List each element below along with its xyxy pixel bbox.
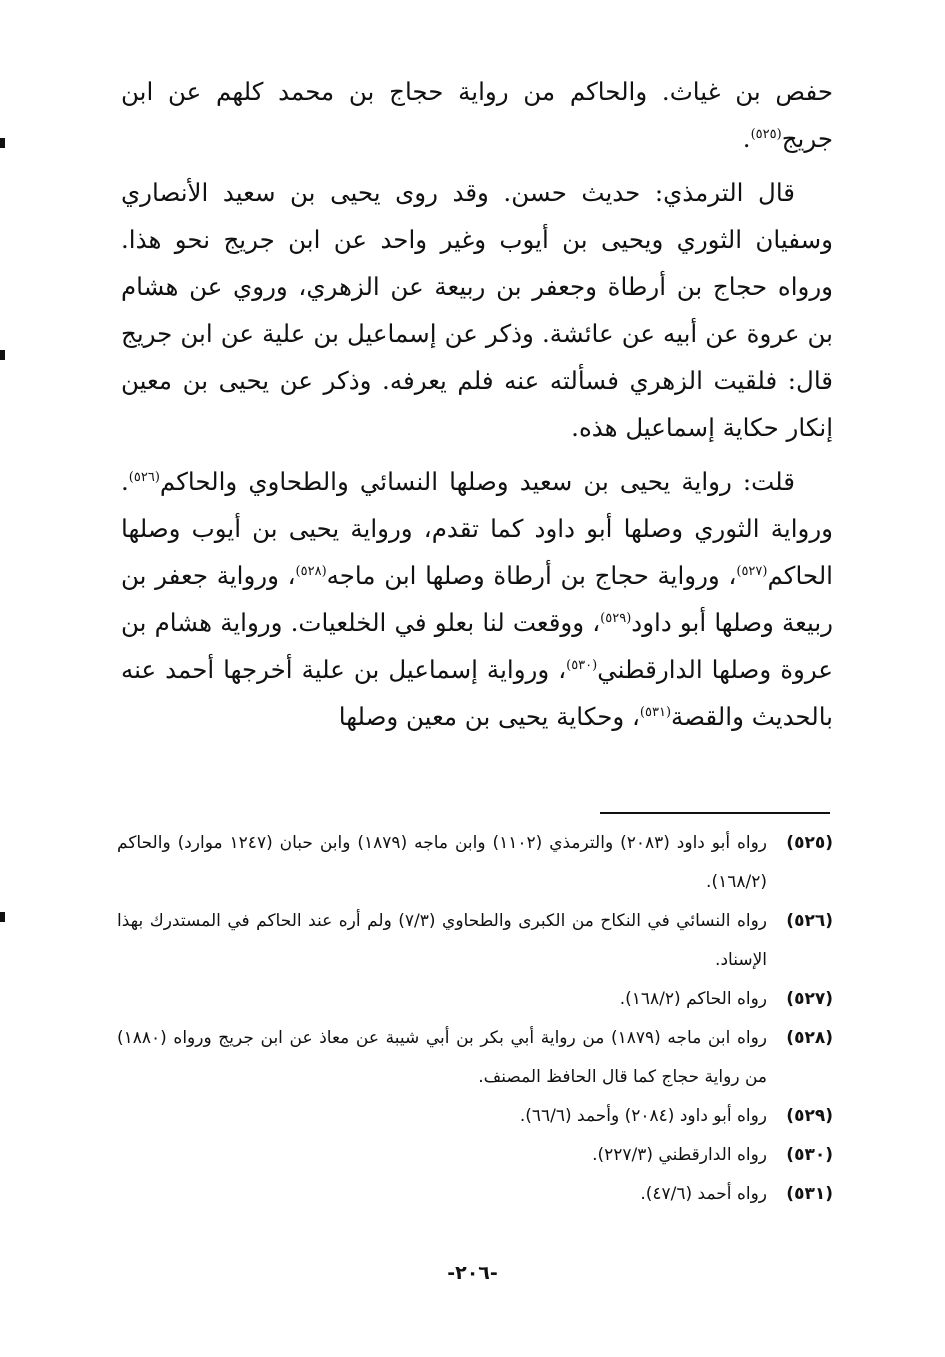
page-number: -٢٠٦- bbox=[447, 1262, 498, 1284]
footnote-text: رواه أبو داود (٢٠٨٣) والترمذي (١١٠٢) وابن ماجه (١٨٧٩) وابن حبان (١٢٤٧ موارد) والحاكم (١٦٨/٢). bbox=[117, 833, 768, 892]
footnote-531 bbox=[117, 1175, 833, 1214]
main-text bbox=[121, 68, 833, 740]
paragraph-1-text: حفص بن غياث. والحاكم من رواية حجاج بن محمد كلهم عن ابن جريج bbox=[121, 77, 833, 153]
footnote-text: رواه الحاكم (١٦٨/٢). bbox=[619, 989, 767, 1009]
footnote-number: (٥٣٠) bbox=[786, 1145, 833, 1165]
paragraph-3-part-1: قلت: رواية يحيى بن سعيد وصلها النسائي والطحاوي والحاكم bbox=[159, 467, 795, 496]
footnote-530 bbox=[117, 1136, 833, 1175]
paragraph-3 bbox=[121, 458, 833, 740]
footnote-text: رواه ابن ماجه (١٨٧٩) من رواية أبي بكر بن أبي شيبة عن معاذ عن ابن جريج ورواه (١٨٨٠) من رواية حجاج كما قال الحافظ المصنف. bbox=[117, 1028, 767, 1087]
footnote-text: رواه الدارقطني (٢٢٧/٣). bbox=[592, 1145, 767, 1165]
footnote-527 bbox=[117, 980, 833, 1019]
footnote-ref-530: (٥٣٠) bbox=[566, 657, 598, 673]
footnote-ref-531: (٥٣١) bbox=[639, 704, 672, 720]
footnote-separator bbox=[600, 812, 830, 814]
paragraph-3-part-6: ، ورواية إسماعيل بن علية أخرجها أحمد عنه بالحديث والقصة bbox=[121, 655, 833, 731]
paragraph-3-part-3: ، ورواية حجاج بن أرطاة وصلها ابن ماجه bbox=[326, 561, 737, 590]
footnote-525 bbox=[117, 824, 833, 902]
footnote-ref-525: (٥٢٥) bbox=[750, 126, 782, 142]
footnote-text: رواه أبو داود (٢٠٨٤) وأحمد (٦٦/٦). bbox=[519, 1106, 767, 1126]
footnote-number: (٥٢٧) bbox=[786, 989, 833, 1009]
footnote-ref-527: (٥٢٧) bbox=[736, 563, 768, 579]
footnote-528 bbox=[117, 1019, 833, 1097]
paragraph-1-end: . bbox=[742, 124, 751, 153]
footnote-ref-528: (٥٢٨) bbox=[295, 563, 327, 579]
footnotes bbox=[117, 824, 833, 1214]
footnote-number: (٥٢٥) bbox=[786, 833, 833, 853]
paragraph-3-part-2: . ورواية الثوري وصلها أبو داود كما تقدم، ورواية يحيى بن أيوب وصلها الحاكم bbox=[121, 467, 833, 590]
footnote-text: رواه النسائي في النكاح من الكبرى والطحاوي (٧/٣) ولم أره عند الحاكم في المستدرك بهذا الإسناد. bbox=[117, 911, 767, 970]
footnote-ref-526: (٥٢٦) bbox=[128, 469, 160, 485]
footnote-526 bbox=[117, 902, 833, 980]
paragraph-2: قال الترمذي: حديث حسن. وقد روى يحيى بن سعيد الأنصاري وسفيان الثوري ويحيى بن أيوب وغير واحد عن ابن جريج نحو هذا. ورواه حجاج بن أرطاة وجعفر بن ربيعة عن الزهري، وروي عن هشام بن عروة عن أبيه عن عائشة. وذكر عن إسماعيل بن علية عن ابن جريج قال: فلقيت الزهري فسألته عنه فلم يعرفه. وذكر عن يحيى بن معين إنكار حكاية إسماعيل هذه. bbox=[121, 178, 833, 442]
paragraph-1 bbox=[121, 68, 833, 162]
footnote-text: رواه أحمد (٤٧/٦). bbox=[640, 1184, 767, 1204]
paragraph-3-part-4: ، ورواية جعفر بن ربيعة وصلها أبو داود bbox=[121, 561, 834, 637]
footnote-529 bbox=[117, 1097, 833, 1136]
footnote-number: (٥٢٩) bbox=[786, 1106, 833, 1126]
footnote-number: (٥٣١) bbox=[786, 1184, 833, 1204]
paragraph-3-part-7: ، وحكاية يحيى بن معين وصلها bbox=[338, 702, 640, 731]
scan-margin-mark bbox=[0, 912, 5, 922]
footnote-number: (٥٢٦) bbox=[786, 911, 833, 931]
footnote-ref-529: (٥٢٩) bbox=[600, 610, 632, 626]
scan-margin-mark bbox=[0, 350, 5, 360]
paragraph-3-part-5: ، ووقعت لنا بعلو في الخلعيات. ورواية هشام بن عروة وصلها الدارقطني bbox=[121, 608, 833, 684]
footnote-number: (٥٢٨) bbox=[786, 1028, 833, 1048]
scan-margin-mark bbox=[0, 138, 5, 148]
